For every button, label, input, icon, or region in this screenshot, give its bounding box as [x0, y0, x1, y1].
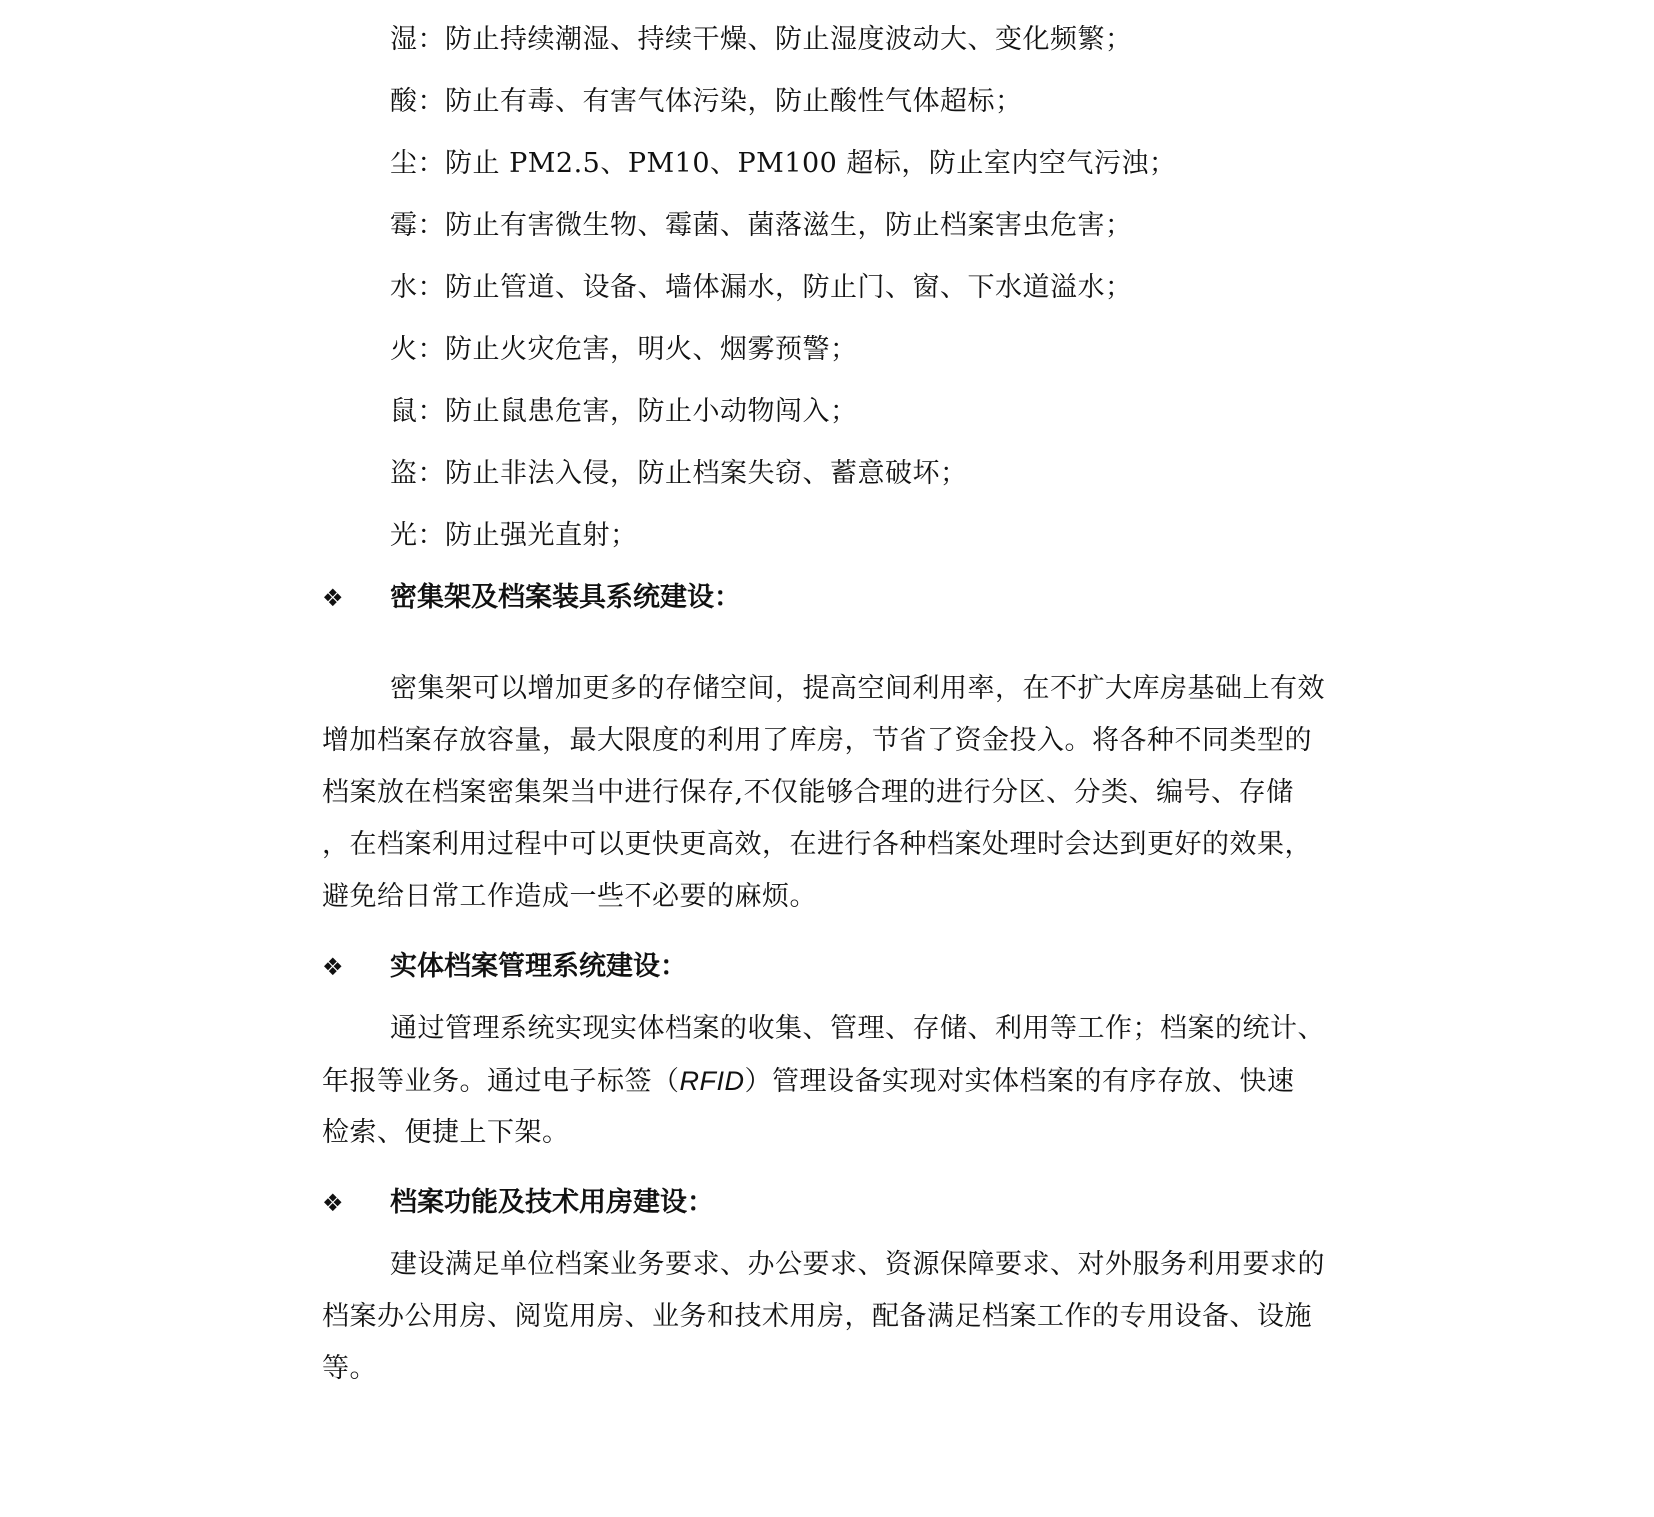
protection-item-humidity: 湿：防止持续潮湿、持续干燥、防止湿度波动大、变化频繁；: [390, 24, 1133, 55]
paragraph-line: [322, 1063, 1390, 1100]
diamond-bullet-icon: ❖: [322, 953, 344, 981]
paragraph-line: 通过管理系统实现实体档案的收集、管理、存储、利用等工作；档案的统计、: [390, 1013, 1325, 1044]
section-heading-text: 档案功能及技术用房建设：: [390, 1187, 714, 1218]
paragraph-line: ，在档案利用过程中可以更快更高效，在进行各种档案处理时会达到更好的效果，: [322, 829, 1312, 860]
section-heading-text: 实体档案管理系统建设：: [390, 951, 687, 982]
paragraph-line: 等。: [322, 1353, 377, 1384]
protection-item-acid: 酸：防止有毒、有害气体污染，防止酸性气体超标；: [390, 86, 1023, 117]
protection-item-theft: 盗：防止非法入侵，防止档案失窃、蓄意破坏；: [390, 458, 968, 489]
paragraph-line: 避免给日常工作造成一些不必要的麻烦。: [322, 881, 817, 912]
paragraph-text: ）管理设备实现对实体档案的有序存放、快速: [744, 1066, 1295, 1097]
diamond-bullet-icon: ❖: [322, 1189, 344, 1217]
section-heading-facilities: [322, 1185, 714, 1221]
paragraph-line: 建设满足单位档案业务要求、办公要求、资源保障要求、对外服务利用要求的: [390, 1249, 1325, 1280]
rfid-term: RFID: [679, 1066, 745, 1096]
protection-item-mold: 霉：防止有害微生物、霉菌、菌落滋生，防止档案害虫危害；: [390, 210, 1133, 241]
section-heading-text: 密集架及档案装具系统建设：: [390, 582, 741, 613]
paragraph-text: 年报等业务。通过电子标签（: [322, 1066, 680, 1097]
diamond-bullet-icon: ❖: [322, 584, 344, 612]
protection-item-dust: 尘：防止 PM2.5、PM10、PM100 超标，防止室内空气污浊；: [390, 148, 1177, 179]
section-heading-shelving: [322, 580, 741, 616]
paragraph-line: 档案放在档案密集架当中进行保存,不仅能够合理的进行分区、分类、编号、存储: [322, 777, 1294, 808]
protection-item-light: 光：防止强光直射；: [390, 520, 638, 551]
protection-item-fire: 火：防止火灾危害，明火、烟雾预警；: [390, 334, 858, 365]
paragraph-line: 增加档案存放容量，最大限度的利用了库房，节省了资金投入。将各种不同类型的: [322, 725, 1312, 756]
paragraph-line: 档案办公用房、阅览用房、业务和技术用房，配备满足档案工作的专用设备、设施: [322, 1301, 1312, 1332]
protection-item-rodent: 鼠：防止鼠患危害，防止小动物闯入；: [390, 396, 858, 427]
protection-item-water: 水：防止管道、设备、墙体漏水，防止门、窗、下水道溢水；: [390, 272, 1133, 303]
section-heading-physical-archive: [322, 949, 687, 985]
paragraph-line: 密集架可以增加更多的存储空间，提高空间利用率，在不扩大库房基础上有效: [390, 673, 1325, 704]
paragraph-line: 检索、便捷上下架。: [322, 1117, 570, 1148]
